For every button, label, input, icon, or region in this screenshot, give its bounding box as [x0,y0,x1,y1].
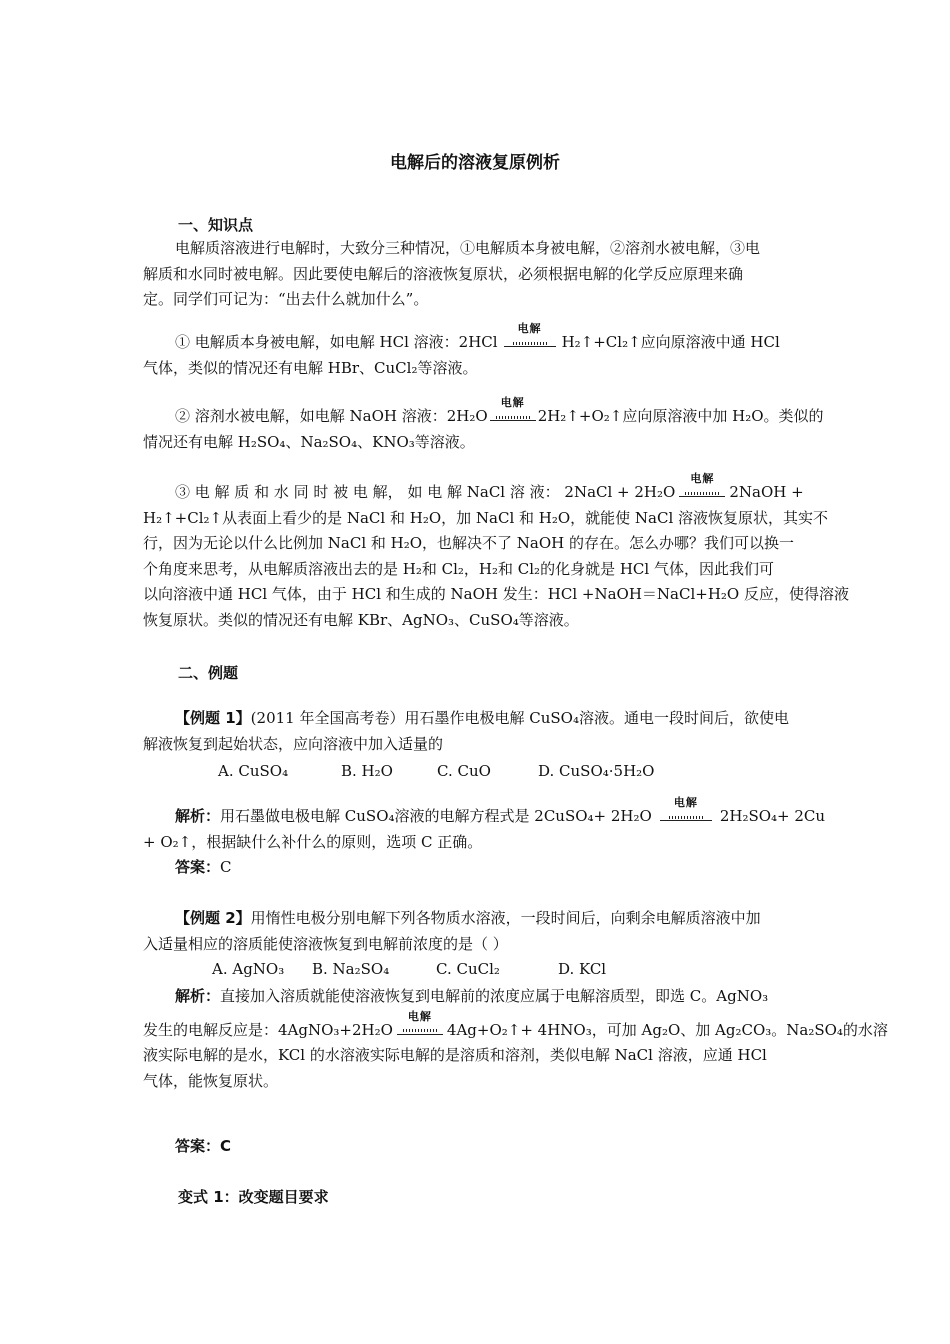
electrolysis-label: 电解 [397,1004,443,1033]
case2-text-pre: ② 溶剂水被电解，如电解 NaOH 溶液：2H₂O [175,407,488,425]
answer-label: 答案： [175,858,221,876]
case1-paragraph [143,322,808,381]
example2-answer-value: C [220,1137,232,1155]
example2-option-c: C. CuCl₂ [436,960,500,978]
electrolysis-label: 电解 [504,316,556,345]
example2-text2: 入适量相应的溶质能使溶液恢复到电解前浓度的是（ ） [143,934,508,953]
example1-text2: 解液恢复到起始状态，应向溶液中加入适量的 [143,734,444,753]
example2-question [143,906,808,957]
case1-line2: 气体，类似的情况还有电解 HBr、CuCl₂等溶液。 [143,358,478,377]
example2-option-b: B. Na₂SO₄ [312,960,390,978]
example1-options [0,762,950,786]
example1-option-b: B. H₂O [341,762,393,780]
page-title: 电解后的溶液复原例析 [390,153,560,173]
example1-text1: (2011 年全国高考卷）用石墨作电极电解 CuSO₄溶液。通电一段时间后，欲使电 [250,709,789,727]
analysis-label: 解析： [175,807,221,825]
example2-answer [143,1134,808,1160]
electrolysis-label: 电解 [679,466,725,495]
example1-answer-value: C [220,858,232,876]
case3-line: H₂↑+Cl₂↑从表面上看少的是 NaCl 和 H₂O，加 NaCl 和 H₂O，就能使 NaCl 溶液恢复原状，其实不 [143,508,829,527]
example2-analysis2-pre: 发生的电解反应是：4AgNO₃+2H₂O [143,1020,393,1039]
case3-line: 以向溶液中通 HCl 气体，由于 HCl 和生成的 NaOH 发生：HCl +NaOH＝NaCl+H₂O 反应，使得溶液 [143,585,849,603]
example2-answer-line [143,1134,808,1160]
example2-text1: 用惰性电极分别电解下列各物质水溶液，一段时间后，向剩余电解质溶液中加 [250,909,761,927]
case3-text-pre: ③ 电 解 质 和 水 同 时 被 电 解， 如 电 解 NaCl 溶 液： 2NaCl + 2H₂O [175,483,676,501]
example2-option-a: A. AgNO₃ [212,960,285,978]
example1-question [143,706,808,757]
electrolysis-arrow [660,796,712,821]
intro-line: 解质和水同时被电解。因此要使电解后的溶液恢复原状，必须根据电解的化学反应原理来确 [143,264,744,283]
case2-line2: 情况还有电解 H₂SO₄、Na₂SO₄、KNO₃等溶液。 [143,432,475,451]
example1-analysis-line2: + O₂↑，根据缺什么补什么的原则，选项 C 正确。 [143,832,483,851]
intro-line: 定。同学们可记为：“出去什么就加什么”。 [143,290,429,308]
example2-analysis [143,984,888,1094]
intro-line: 电解质溶液进行电解时，大致分三种情况，①电解质本身被电解，②溶剂水被电解，③电 [175,239,761,257]
intro-paragraph [143,236,808,313]
electrolysis-arrow [679,472,725,497]
case3-paragraph [143,472,849,633]
example2-analysis2-post: 4Ag+O₂↑+ 4HNO₃，可加 Ag₂O、加 Ag₂CO₃。Na₂SO₄的水溶 [446,1020,888,1039]
example1-analysis-post: 2H₂SO₄+ 2Cu [719,807,826,825]
section-heading-knowledge: 一、知识点 [178,216,254,234]
electrolysis-arrow [490,396,536,421]
case3-equation-line [143,472,808,506]
electrolysis-label: 电解 [490,390,536,419]
case2-paragraph [143,396,824,455]
example2-analysis-line3: 液实际电解的是水，KCl 的水溶液实际电解的是溶质和溶剂，类似电解 NaCl 溶液，应通 HCl [143,1046,767,1064]
case3-line: 行，因为无论以什么比例加 NaCl 和 H₂O，也解决不了 NaOH 的存在。怎么办哪？我们可以换一 [143,534,795,552]
example1-analysis [143,796,826,881]
case2-equation-line [143,396,824,430]
case1-text-post: H₂↑+Cl₂↑应向原溶液中通 HCl [561,333,780,351]
example2-options [0,960,950,984]
case3-text-post: 2NaOH + [729,483,804,501]
analysis-label: 解析： [175,987,221,1005]
example2-analysis-line4: 气体，能恢复原状。 [143,1071,279,1090]
example1-option-c: C. CuO [437,762,491,780]
electrolysis-arrow [504,322,556,347]
example2-analysis-line1 [143,984,808,1010]
example1-answer [143,855,808,881]
example1-analysis-pre: 用石墨做电极电解 CuSO₄溶液的电解方程式是 2CuSO₄+ 2H₂O [220,807,652,825]
electrolysis-arrow [397,1009,443,1035]
example2-option-d: D. KCl [558,960,607,978]
case3-line: 恢复原状。类似的情况还有电解 KBr、AgNO₃、CuSO₄等溶液。 [143,610,579,629]
example2-label: 【例题 2】 [175,909,251,927]
electrolysis-label: 电解 [660,790,712,819]
example2-analysis-line2 [143,1009,888,1044]
example1-line1 [143,706,808,732]
example1-analysis-line1 [143,796,826,830]
case3-line: 个角度来思考，从电解质溶液出去的是 H₂和 Cl₂，H₂和 Cl₂的化身就是 HCl 气体，因此我们可 [143,559,774,578]
example2-line1 [143,906,808,932]
variant-heading: 变式 1：改变题目要求 [178,1188,329,1206]
example1-option-d: D. CuSO₄·5H₂O [538,762,655,780]
example2-analysis1: 直接加入溶质就能使溶液恢复到电解前的浓度应属于电解溶质型，即选 C。AgNO₃ [220,987,769,1005]
case2-text-post: 2H₂↑+O₂↑应向原溶液中加 H₂O。类似的 [537,407,824,425]
example1-option-a: A. CuSO₄ [218,762,289,780]
case1-equation-line [143,322,808,356]
answer-label: 答案： [175,1137,221,1155]
case1-text-pre: ① 电解质本身被电解，如电解 HCl 溶液：2HCl [175,333,498,351]
example1-label: 【例题 1】 [175,709,251,727]
section-heading-examples: 二、例题 [178,664,239,682]
